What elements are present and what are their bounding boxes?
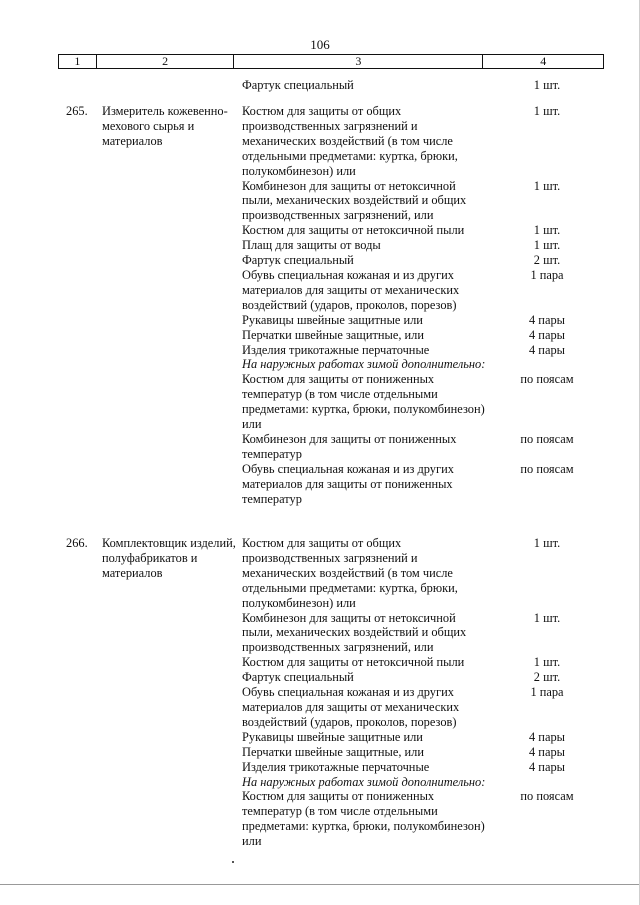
ppe-row	[242, 655, 561, 670]
ppe-item: Обувь специальная кожаная и из других материалов для защиты от пониженных температур	[242, 461, 454, 506]
ppe-qty: 1 шт.	[533, 223, 561, 238]
ppe-row	[242, 104, 561, 179]
ppe-row	[242, 327, 565, 343]
ppe-qty: 4 пары	[529, 729, 565, 744]
ppe-row	[242, 610, 561, 656]
ppe-qty: по поясам	[520, 461, 574, 476]
ppe-qty: 1 пара	[530, 685, 564, 700]
ppe-qty: по поясам	[520, 431, 574, 446]
ppe-qty: 4 пары	[529, 327, 565, 342]
ppe-item: Обувь специальная кожаная и из других материалов для защиты от механических воздействий (ударов, проколов, порезов)	[242, 267, 460, 312]
carryover-item: Фартук специальный	[242, 78, 354, 92]
ppe-row	[242, 342, 565, 358]
header-col-1: 1	[59, 55, 97, 68]
ppe-row	[242, 789, 574, 849]
ppe-row	[242, 223, 561, 238]
ppe-row	[242, 461, 574, 507]
scan-speck	[232, 861, 234, 863]
ppe-qty: 1 шт.	[533, 610, 561, 625]
ppe-item: Костюм для защиты от нетоксичной пыли	[242, 223, 465, 238]
ppe-qty: 1 шт.	[533, 178, 561, 193]
ppe-qty: 4 пары	[529, 744, 565, 759]
ppe-qty: 4 пары	[529, 759, 565, 774]
ppe-row	[242, 536, 561, 611]
ppe-item: Рукавицы швейные защитные или	[242, 729, 423, 744]
ppe-item: Изделия трикотажные перчаточные	[242, 759, 430, 774]
ppe-qty: 1 шт.	[533, 536, 561, 550]
ppe-row	[242, 744, 565, 760]
ppe-item: Перчатки швейные защитные, или	[242, 327, 424, 342]
ppe-row	[242, 178, 561, 224]
ppe-row	[242, 759, 565, 775]
header-col-4: 4	[540, 54, 547, 68]
entry-number: 266.	[66, 536, 88, 550]
ppe-row	[242, 729, 565, 745]
ppe-item: Костюм для защиты от нетоксичной пыли	[242, 655, 465, 670]
ppe-item: Костюм для защиты от пониженных температур (в том числе отдельными предметами: куртка, брюки, полукомбинезон) или	[242, 372, 485, 432]
profession-name: Комплектовщик изделий, полуфабрикатов и материалов	[102, 536, 236, 580]
page-number: 106	[310, 37, 330, 52]
ppe-item: Фартук специальный	[242, 253, 354, 268]
ppe-qty: 1 шт.	[533, 104, 561, 118]
ppe-qty: 1 пара	[530, 267, 564, 282]
ppe-row	[242, 431, 574, 462]
ppe-qty: 2 шт.	[533, 670, 561, 685]
ppe-row	[242, 238, 561, 253]
ppe-row	[242, 372, 574, 432]
ppe-item: Обувь специальная кожаная и из других материалов для защиты от механических воздействий (ударов, проколов, порезов)	[242, 685, 460, 729]
ppe-item: Комбинезон для защиты от нетоксичной пыли, механических воздействий и общих производственных загрязнений, или	[242, 178, 467, 223]
ppe-qty: 4 пары	[529, 342, 565, 357]
ppe-item: Плащ для защиты от воды	[242, 238, 381, 253]
ppe-row	[242, 253, 561, 268]
ppe-item: Комбинезон для защиты от пониженных температур	[242, 431, 457, 461]
ppe-qty: по поясам	[520, 372, 574, 387]
ppe-row	[242, 312, 565, 328]
table-header	[58, 54, 604, 69]
profession-name: Измеритель кожевенно-мехового сырья и материалов	[102, 104, 228, 148]
ppe-item: Комбинезон для защиты от нетоксичной пыли, механических воздействий и общих производственных загрязнений, или	[242, 610, 467, 655]
carryover-qty: 1 шт.	[533, 78, 561, 92]
ppe-row	[242, 670, 561, 685]
ppe-row	[242, 685, 564, 730]
ppe-item: Изделия трикотажные перчаточные	[242, 342, 430, 357]
ppe-qty: 2 шт.	[533, 253, 561, 268]
ppe-qty: 1 шт.	[533, 238, 561, 253]
ppe-item: Фартук специальный	[242, 670, 354, 685]
ppe-qty: 1 шт.	[533, 655, 561, 670]
ppe-note-text: На наружных работах зимой дополнительно:	[242, 357, 486, 372]
ppe-item: Костюм для защиты от общих производственных загрязнений и механических воздействий (в том числе отдельными предметами: куртка, брюки, полукомбинезон) или	[242, 104, 458, 178]
ppe-item: Рукавицы швейные защитные или	[242, 312, 423, 327]
ppe-note	[242, 775, 512, 790]
ppe-qty: 4 пары	[529, 312, 565, 327]
ppe-item: Костюм для защиты от общих производственных загрязнений и механических воздействий (в том числе отдельными предметами: куртка, брюки, полукомбинезон) или	[242, 536, 458, 610]
header-col-2: 2	[97, 55, 235, 68]
entry-number: 265.	[66, 104, 88, 118]
ppe-note	[242, 357, 512, 372]
page-bottom-edge	[0, 884, 640, 885]
header-col-3: 3	[234, 55, 483, 68]
ppe-list	[242, 536, 574, 849]
ppe-item: Костюм для защиты от пониженных температур (в том числе отдельными предметами: куртка, брюки, полукомбинезон) или	[242, 789, 485, 849]
ppe-note-text: На наружных работах зимой дополнительно:	[242, 774, 486, 789]
ppe-list	[242, 104, 574, 506]
ppe-qty: по поясам	[520, 789, 574, 804]
ppe-item: Перчатки швейные защитные, или	[242, 744, 424, 759]
ppe-row	[242, 267, 564, 313]
